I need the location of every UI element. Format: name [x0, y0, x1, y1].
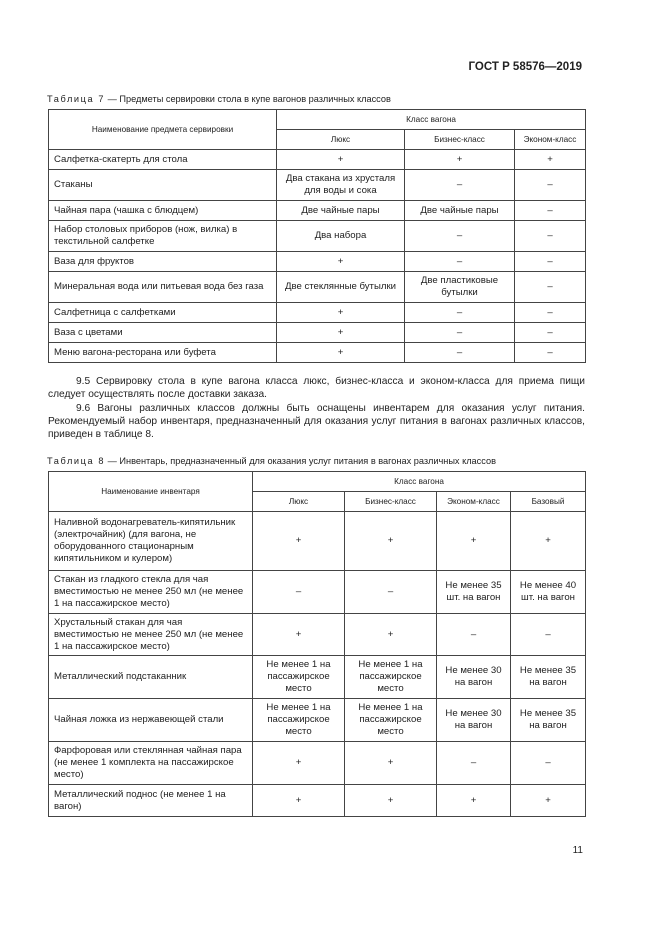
- table8-header-class: Эконом-класс: [437, 492, 511, 512]
- table7-cell-value: –: [515, 272, 586, 303]
- table7-cell-item: Стаканы: [49, 170, 277, 201]
- table8-cell-value: +: [345, 614, 437, 656]
- standard-designation: ГОСТ Р 58576—2019: [468, 61, 582, 73]
- table8-cell-value: Не менее 1 на пассажирское место: [345, 656, 437, 699]
- table7-row: [49, 252, 586, 272]
- table7-caption: [47, 94, 391, 104]
- table7-cell-value: –: [515, 201, 586, 221]
- table8-cell-value: –: [437, 614, 511, 656]
- table8-header-item: Наименование инвентаря: [49, 472, 253, 512]
- table8-cell-item: Металлический подстаканник: [49, 656, 253, 699]
- table7-cell-item: Минеральная вода или питьевая вода без газа: [49, 272, 277, 303]
- table7-caption-label: Таблица 7: [47, 94, 106, 104]
- table8-caption-text: — Инвентарь, предназначенный для оказания услуг питания в вагонах различных классов: [105, 456, 496, 466]
- table7-row: [49, 272, 586, 303]
- table8-row: [49, 571, 586, 614]
- table7-cell-value: +: [277, 323, 405, 343]
- table8-row: [49, 512, 586, 571]
- table8-cell-item: Наливной водонагреватель-кипятильник (электрочайник) (для вагона, не оборудованного стационарным кипятильником и кулером): [49, 512, 253, 571]
- table7-cell-value: –: [515, 343, 586, 363]
- table8-cell-value: Не менее 30 на вагон: [437, 699, 511, 742]
- table7-cell-value: Две чайные пары: [277, 201, 405, 221]
- table7-cell-item: Ваза для фруктов: [49, 252, 277, 272]
- table8-row: [49, 785, 586, 817]
- table7-cell-value: Две пластиковые бутылки: [405, 272, 515, 303]
- table8-cell-item: Стакан из гладкого стекла для чая вместимостью не менее 250 мл (не менее 1 на пассажирское место): [49, 571, 253, 614]
- table7-cell-value: –: [515, 221, 586, 252]
- table8-cell-value: Не менее 35 на вагон: [511, 699, 586, 742]
- table8-cell-value: –: [345, 571, 437, 614]
- paragraph-9-5: 9.5 Сервировку стола в купе вагона класса люкс, бизнес-класса и эконом-класса для приема пищи следует осуществлять после доставки заказа.: [48, 376, 585, 400]
- table7-cell-value: –: [515, 303, 586, 323]
- table7-cell-value: –: [405, 221, 515, 252]
- paragraph-9-6: 9.6 Вагоны различных классов должны быть оснащены инвентарем для оказания услуг питания. Рекомендуемый набор инвентаря, предназначенный для оказания услуг питания в вагонах различных классов, приведен в таблице 8.: [48, 403, 585, 440]
- table7-cell-value: –: [405, 323, 515, 343]
- table8-cell-value: +: [253, 512, 345, 571]
- table8-cell-value: –: [437, 742, 511, 785]
- table8-cell-item: Металлический поднос (не менее 1 на вагон): [49, 785, 253, 817]
- table7-row: [49, 221, 586, 252]
- table7-row: [49, 150, 586, 170]
- table7-cell-value: +: [277, 252, 405, 272]
- table7-cell-item: Салфетка-скатерть для стола: [49, 150, 277, 170]
- table7-header-item: Наименование предмета сервировки: [49, 110, 277, 150]
- table7-cell-value: Две чайные пары: [405, 201, 515, 221]
- table8-cell-value: Не менее 1 на пассажирское место: [253, 699, 345, 742]
- table8-cell-value: Не менее 35 шт. на вагон: [437, 571, 511, 614]
- table8-cell-value: Не менее 1 на пассажирское место: [253, 656, 345, 699]
- table8-cell-value: +: [253, 785, 345, 817]
- table8-cell-value: +: [345, 785, 437, 817]
- table7: [48, 109, 586, 363]
- table8-cell-value: +: [511, 512, 586, 571]
- table7-caption-text: — Предметы сервировки стола в купе вагонов различных классов: [105, 94, 391, 104]
- table8-cell-item: Фарфоровая или стеклянная чайная пара (не менее 1 комплекта на пассажирское место): [49, 742, 253, 785]
- table7-cell-value: Две стеклянные бутылки: [277, 272, 405, 303]
- table7-cell-value: –: [515, 170, 586, 201]
- table8-cell-item: Хрустальный стакан для чая вместимостью не менее 250 мл (не менее 1 на пассажирское место): [49, 614, 253, 656]
- table8-header-class: Люкс: [253, 492, 345, 512]
- table8-row: [49, 656, 586, 699]
- table8-header-class: Бизнес-класс: [345, 492, 437, 512]
- table7-row: [49, 170, 586, 201]
- table8-cell-value: +: [253, 742, 345, 785]
- table8-cell-value: –: [511, 614, 586, 656]
- table8-cell-value: –: [511, 742, 586, 785]
- table7-cell-value: Два стакана из хрусталя для воды и сока: [277, 170, 405, 201]
- table8-cell-value: +: [511, 785, 586, 817]
- table7-row: [49, 303, 586, 323]
- table7-cell-value: –: [515, 252, 586, 272]
- table7-header-class: Люкс: [277, 130, 405, 150]
- table7-row: [49, 323, 586, 343]
- table7-cell-value: –: [405, 252, 515, 272]
- table7-row: [49, 201, 586, 221]
- table8-cell-value: Не менее 30 на вагон: [437, 656, 511, 699]
- table8-cell-value: +: [437, 512, 511, 571]
- table7-row: [49, 343, 586, 363]
- table8-row: [49, 699, 586, 742]
- table8-caption: [47, 456, 496, 466]
- table8-cell-value: +: [345, 742, 437, 785]
- table7-header-group: Класс вагона: [277, 110, 586, 130]
- table7-cell-value: –: [405, 170, 515, 201]
- table7-cell-value: –: [405, 343, 515, 363]
- table7-cell-item: Чайная пара (чашка с блюдцем): [49, 201, 277, 221]
- table7-cell-value: –: [405, 303, 515, 323]
- table8: [48, 471, 586, 817]
- table8-cell-value: +: [345, 512, 437, 571]
- table7-cell-item: Набор столовых приборов (нож, вилка) в текстильной салфетке: [49, 221, 277, 252]
- page-number: 11: [572, 845, 583, 856]
- table7-cell-item: Ваза с цветами: [49, 323, 277, 343]
- table8-cell-value: –: [253, 571, 345, 614]
- table8-row: [49, 614, 586, 656]
- table8-row: [49, 742, 586, 785]
- table8-cell-value: +: [253, 614, 345, 656]
- table7-cell-value: Два набора: [277, 221, 405, 252]
- table8-header-group: Класс вагона: [253, 472, 586, 492]
- table8-cell-value: Не менее 35 на вагон: [511, 656, 586, 699]
- table7-cell-value: +: [515, 150, 586, 170]
- table7-header-class: Бизнес-класс: [405, 130, 515, 150]
- table7-header-class: Эконом-класс: [515, 130, 586, 150]
- table8-cell-value: Не менее 40 шт. на вагон: [511, 571, 586, 614]
- table7-cell-item: Меню вагона-ресторана или буфета: [49, 343, 277, 363]
- table7-cell-value: –: [515, 323, 586, 343]
- table7-cell-value: +: [405, 150, 515, 170]
- table7-cell-value: +: [277, 303, 405, 323]
- table7-cell-item: Салфетница с салфетками: [49, 303, 277, 323]
- table8-header-class: Базовый: [511, 492, 586, 512]
- table8-cell-value: Не менее 1 на пассажирское место: [345, 699, 437, 742]
- table7-cell-value: +: [277, 150, 405, 170]
- table8-cell-value: +: [437, 785, 511, 817]
- table8-cell-item: Чайная ложка из нержавеющей стали: [49, 699, 253, 742]
- table7-cell-value: +: [277, 343, 405, 363]
- table8-caption-label: Таблица 8: [47, 456, 106, 466]
